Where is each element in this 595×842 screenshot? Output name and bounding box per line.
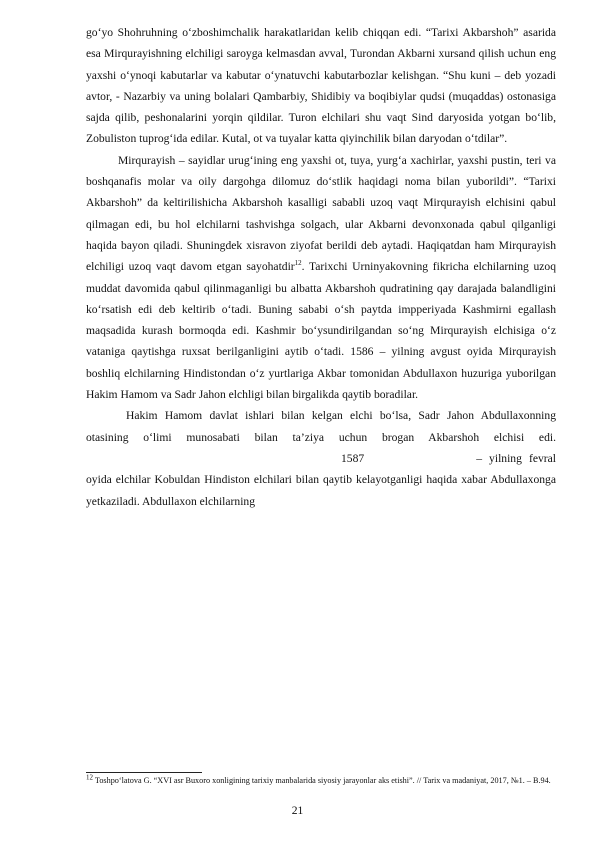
- paragraph-3-text-a: Hakim Hamom davlat ishlari bilan kelgan elchi bo‘lsa, Sadr Jahon Abdullaxonning otasining o‘limi munosabati bilan ta’ziya uchun brogan Akbarshoh elchisi edi.: [86, 409, 556, 444]
- paragraph-2-text-b: . Tarixchi Urninyakovning fikricha elchilarning uzoq muddat davomida qabul qilinmaganligi bu albatta Akbarshoh qudratining qay darajada balandligini ko‘rsatish edi deb keltirib o‘tadi. Buning sababi o‘sh paytda impperiyada Kashmirni egallash maqsadida kurash bormoqda edi. Kashmir bo‘ysundirilgandan so‘ng Mirqurayish elchisiga o‘z vataniga qaytishga ruxsat berilganligini aytib o‘tadi. 1586 – yilning avgust oyida Mirqurayish boshliq elchilarning Hindistondan o‘z yurtlariga Akbar tomonidan Abdullaxon huzuriga yuborilgan Hakim Hamom va Sadr Jahon elchligi bilan birgalikda qaytib boradilar.: [86, 260, 556, 402]
- footnote-divider: [86, 772, 202, 773]
- paragraph-2: [86, 150, 556, 406]
- page-body: [86, 22, 556, 512]
- page-number: 21: [291, 804, 304, 817]
- paragraph-3-text-b: yilning fevral oyida elchilar Kobuldan Hindiston elchilari bilan qaytib kelayotganligi haqida xabar Abdullaxonga yetkaziladi. Abdullaxon elchilarning: [86, 451, 556, 508]
- footnote: [86, 773, 556, 787]
- paragraph-3: [86, 405, 556, 511]
- paragraph-3-split: [86, 452, 482, 465]
- paragraph-1: go‘yo Shohruhning o‘zboshimchalik harakatlaridan kelib chiqqan edi. “Tarixi Akbarshoh” asarida esa Mirqurayishning elchiligi saroyga kelmasdan avval, Turondan Akbarni xursand qilish uchun eng yaxshi o‘ynoqi kabutarlar va kabutar o‘ynatuvchi kabutarbozlar kelishgan. “Shu kuni – deb yozadi avtor, - Nazarbiy va uning bolalari Qambarbiy, Shidibiy va boqibiylar qudsi (muqaddas) ostonasiga sajda qilib, peshonalarini yorqin qildilar. Turon elchilari shu vaqt Sind daryosida yotgan bo‘lib, Zobuliston tuprog‘ida edilar. Kutal, ot va tuyalar katta qiyinchilik bilan daryodan o‘tdilar”.: [86, 26, 556, 146]
- footnote-marker: 12: [86, 773, 93, 782]
- footnote-ref-12[interactable]: 12: [294, 259, 302, 268]
- paragraph-3-dash: –: [476, 451, 482, 465]
- footnote-text: Toshpo‘latova G. “XVI asr Buxoro xonligining tarixiy manbalarida siyosiy jarayonlar aks etishi”. // Tarix va madaniyat, 2017, №1. – B.94.: [93, 776, 551, 785]
- paragraph-2-text-a: Mirqurayish – sayidlar urug‘ining eng yaxshi ot, tuya, yurg‘a xachirlar, yaxshi pustin, teri va boshqanafis molar va oily dargohga dilomuz do‘stlik haqidagi noma bilan yuborildi”. “Tarixi Akbarshoh” da keltirilishicha Akbarshoh kasalligi sababli uzoq vaqt Mirqurayish elchisini qabul qilmagan edi, bu hol elchilarni tashvishga solgach, ular Akbarni devonxonada qabul qilganligi haqida bayon qiladi. Shuningdek xisravon ziyofat berildi deb aytadi. Haqiqatdan ham Mirqurayish elchiligi uzoq vaqt davom etgan sayohatdir: [86, 153, 556, 274]
- paragraph-3-year: 1587: [341, 451, 365, 465]
